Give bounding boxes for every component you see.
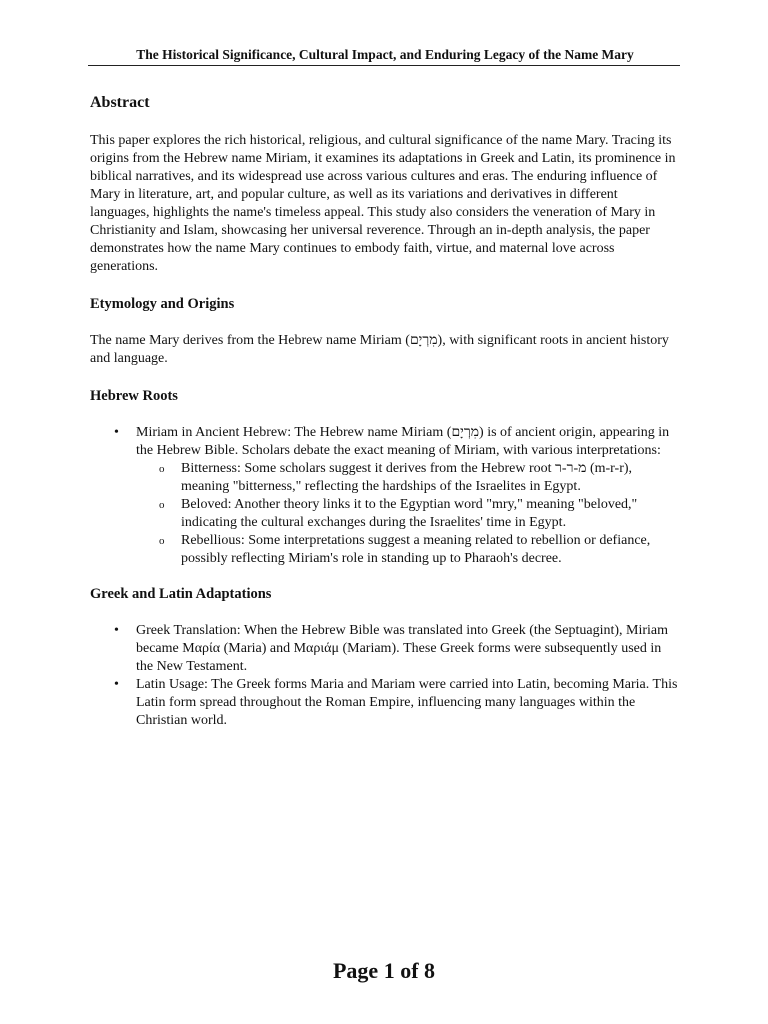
- sub-list-item-text: Bitterness: Some scholars suggest it derives from the Hebrew root מ-ר-ר (m-r-r), meaning "bitterness," reflecting the hardships of the Israelites in Egypt.: [181, 461, 633, 494]
- header-rule: [88, 65, 680, 66]
- list-item-text: Greek Translation: When the Hebrew Bible was translated into Greek (the Septuagint), Miriam became Μαρία (Maria) and Μαριάμ (Mariam). These Greek forms were subsequently used in the New Testament.: [136, 623, 668, 674]
- bullet-icon: •: [114, 623, 119, 638]
- sub-list-item-text: Rebellious: Some interpretations suggest a meaning related to rebellion or defiance, possibly reflecting Miriam's role in standing up to Pharaoh's decree.: [181, 533, 651, 566]
- greek-latin-list: [90, 622, 680, 730]
- running-header-title: The Historical Significance, Cultural Impact, and Enduring Legacy of the Name Mary: [136, 47, 634, 62]
- hollow-bullet-icon: o: [159, 463, 165, 475]
- list-item-text: Latin Usage: The Greek forms Maria and Mariam were carried into Latin, becoming Maria. This Latin form spread throughout the Roman Empire, influencing many languages within the Christian world.: [136, 677, 678, 728]
- bullet-icon: •: [114, 425, 119, 440]
- page-number: Page 1 of 8: [332, 958, 436, 983]
- etymology-heading: Etymology and Origins: [90, 296, 235, 312]
- list-item-text: Miriam in Ancient Hebrew: The Hebrew name Miriam (מִרְיָם) is of ancient origin, appearing in the Hebrew Bible. Scholars debate the exact meaning of Miriam, with various interpretations:: [136, 425, 670, 458]
- hebrew-roots-sublist: [136, 460, 680, 568]
- sub-list-item: [159, 532, 680, 568]
- hollow-bullet-icon: o: [159, 535, 165, 547]
- hollow-bullet-icon: o: [159, 499, 165, 511]
- hebrew-roots-list: [90, 424, 680, 568]
- document-body: [90, 92, 680, 746]
- list-item: [114, 676, 680, 730]
- etymology-paragraph: The name Mary derives from the Hebrew name Miriam (מִרְיָם), with significant roots in ancient history and language.: [90, 333, 669, 366]
- hebrew-roots-heading: Hebrew Roots: [90, 388, 178, 404]
- greek-latin-heading: Greek and Latin Adaptations: [90, 586, 272, 602]
- abstract-paragraph: This paper explores the rich historical, religious, and cultural significance of the name Mary. Tracing its origins from the Hebrew name Miriam, it examines its adaptations in Greek and Latin, its prominence in biblical narratives, and its widespread use across various cultures and eras. The enduring influence of Mary in literature, art, and popular culture, as well as its variations and derivatives in different languages, highlights the name's timeless appeal. This study also considers the veneration of Mary in Christianity and Islam, showcasing her universal reverence. Through an in-depth analysis, the paper demonstrates how the name Mary continues to embody faith, virtue, and maternal love across generations.: [90, 133, 676, 274]
- sub-list-item-text: Beloved: Another theory links it to the Egyptian word "mry," meaning "beloved," indicating the cultural exchanges during the Israelites' time in Egypt.: [181, 497, 638, 530]
- sub-list-item: [159, 496, 680, 532]
- bullet-icon: •: [114, 677, 119, 692]
- list-item: [114, 424, 680, 568]
- list-item: [114, 622, 680, 676]
- abstract-heading: Abstract: [90, 94, 150, 111]
- sub-list-item: [159, 460, 680, 496]
